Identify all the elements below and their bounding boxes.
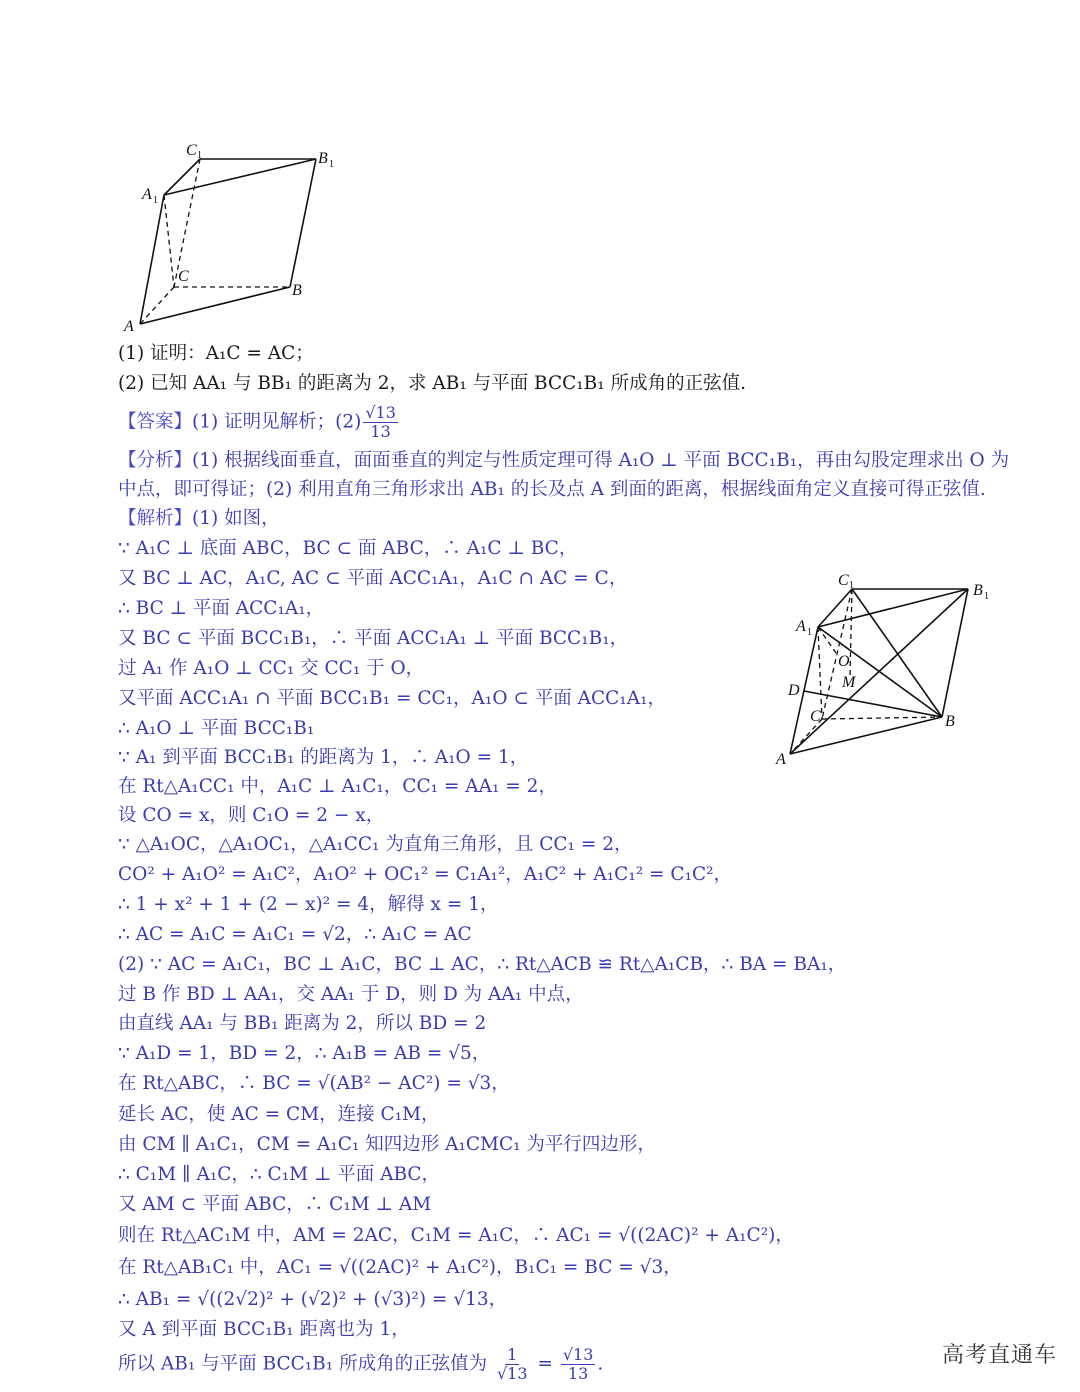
label-C1: C (186, 142, 197, 159)
analysis-tag: 【分析】 (118, 450, 193, 471)
final-fraction-2: $\frac{√13}{13}$ (562, 1345, 594, 1383)
solution-line: ∵ A₁D = 1，BD = 2，∴ A₁B = AB = √5， (118, 1043, 491, 1064)
label-B: B (292, 282, 302, 299)
solution-intro: 【解析】(1) 如图， (118, 508, 280, 529)
final-fraction-1: $\frac{1}{√13}$ (496, 1345, 528, 1383)
solution-line: 过 A₁ 作 A₁O ⊥ CC₁ 交 CC₁ 于 O， (118, 658, 425, 679)
solution-tag: 【解析】 (118, 508, 193, 529)
label-O: O (838, 653, 850, 670)
label-B1: B (973, 582, 983, 599)
solution-line: CO² + A₁O² = A₁C²，A₁O² + OC₁² = C₁A₁²，A₁C² + A₁C₁² = C₁C²， (118, 864, 733, 885)
solution-line: ∵ △A₁OC，△A₁OC₁，△A₁CC₁ 为直角三角形，且 CC₁ = 2， (118, 834, 633, 855)
analysis-line-2: 中点，即可得证；(2) 利用直角三角形求出 AB₁ 的长及点 A 到面的距离，根据线面角定义直接可得正弦值. (118, 479, 986, 500)
prism-figure-2 (770, 565, 1000, 770)
label-M: M (842, 674, 856, 691)
prism-figure-1 (118, 135, 348, 335)
answer-line (118, 404, 400, 441)
svg-text:1: 1 (153, 195, 158, 206)
solution-line: 由直线 AA₁ 与 BB₁ 距离为 2，所以 BD = 2 (118, 1013, 487, 1034)
label-C1: C (838, 572, 849, 589)
analysis-line-1: 【分析】(1) 根据线面垂直，面面垂直的判定与性质定理可得 A₁O ⊥ 平面 BCC₁B₁，再由勾股定理求出 O 为 (118, 450, 1010, 471)
solution-line: (2) ∵ AC = A₁C₁，BC ⊥ A₁C，BC ⊥ AC，∴ Rt△ACB ≌ Rt△A₁CB，∴ BA = BA₁， (118, 954, 847, 975)
solution-line: ∵ A₁ 到平面 BCC₁B₁ 的距离为 1，∴ A₁O = 1， (118, 747, 529, 768)
solution-line: 设 CO = x，则 C₁O = 2 − x， (118, 805, 385, 826)
solution-line: 又 A 到平面 BCC₁B₁ 距离也为 1， (118, 1319, 410, 1340)
label-A1: A (142, 186, 152, 203)
solution-line: 又 BC ⊥ AC，A₁C, AC ⊂ 平面 ACC₁A₁，A₁C ∩ AC = C， (118, 568, 628, 589)
solution-final-line: 所以 AB₁ 与平面 BCC₁B₁ 所成角的正弦值为 $\frac{1}{√13}$ = $\frac{√13}{13}$ . (118, 1345, 604, 1383)
label-D: D (788, 682, 800, 699)
answer-text: (1) 证明见解析；(2) (192, 411, 362, 433)
solution-line: 过 B 作 BD ⊥ AA₁，交 AA₁ 于 D，则 D 为 AA₁ 中点， (118, 984, 584, 1005)
solution-line: ∴ 1 + x² + 1 + (2 − x)² = 4，解得 x = 1， (118, 894, 499, 915)
label-A1: A (796, 618, 806, 635)
label-B: B (945, 713, 955, 730)
solution-line: ∴ A₁O ⊥ 平面 BCC₁B₁ (118, 718, 315, 739)
solution-line: 由 CM ∥ A₁C₁，CM = A₁C₁ 知四边形 A₁CMC₁ 为平行四边形， (118, 1134, 656, 1155)
svg-text:1: 1 (849, 580, 854, 591)
solution-line: 在 Rt△A₁CC₁ 中，A₁C ⊥ A₁C₁，CC₁ = AA₁ = 2， (118, 776, 557, 797)
solution-line: ∴ C₁M ∥ A₁C，∴ C₁M ⊥ 平面 ABC， (118, 1164, 441, 1185)
solution-line: ∴ AC = A₁C = A₁C₁ = √2，∴ A₁C = AC (118, 924, 472, 945)
solution-line: 延长 AC，使 AC = CM，连接 C₁M， (118, 1104, 440, 1125)
svg-text:1: 1 (329, 159, 334, 170)
label-C: C (810, 708, 821, 725)
label-A: A (776, 751, 786, 768)
solution-line: ∵ A₁C ⊥ 底面 ABC，BC ⊂ 面 ABC，∴ A₁C ⊥ BC， (118, 538, 578, 559)
solution-line: ∴ BC ⊥ 平面 ACC₁A₁， (118, 598, 325, 619)
question-part2: (2) 已知 AA₁ 与 BB₁ 的距离为 2，求 AB₁ 与平面 BCC₁B₁ 所成角的正弦值. (118, 373, 746, 394)
solution-line: 又 BC ⊂ 平面 BCC₁B₁，∴ 平面 ACC₁A₁ ⊥ 平面 BCC₁B₁， (118, 628, 629, 649)
svg-text:1: 1 (807, 627, 812, 638)
solution-line: 又 AM ⊂ 平面 ABC，∴ C₁M ⊥ AM (118, 1194, 432, 1215)
solution-line: 在 Rt△ABC，∴ BC = √(AB² − AC²) = √3， (118, 1073, 510, 1094)
svg-text:1: 1 (984, 591, 989, 602)
solution-line: ∴ AB₁ = √((2√2)² + (√2)² + (√3)²) = √13， (118, 1289, 508, 1310)
label-C: C (178, 268, 189, 285)
solution-line: 则在 Rt△AC₁M 中，AM = 2AC，C₁M = A₁C，∴ AC₁ = √((2AC)² + A₁C²)， (118, 1225, 794, 1246)
label-A: A (124, 318, 134, 335)
question-part1: (1) 证明：A₁C = AC； (118, 343, 314, 364)
answer-tag: 【答案】 (118, 411, 193, 433)
solution-line: 在 Rt△AB₁C₁ 中，AC₁ = √((2AC)² + A₁C²)，B₁C₁ = BC = √3， (118, 1257, 682, 1278)
label-B1: B (318, 150, 328, 167)
svg-text:1: 1 (197, 150, 202, 161)
solution-line: 又平面 ACC₁A₁ ∩ 平面 BCC₁B₁ = CC₁，A₁O ⊂ 平面 ACC₁A₁， (118, 688, 667, 709)
answer-fraction: $\frac{√13}{13}$ (365, 403, 396, 441)
watermark: 高考直通车 (942, 1343, 1058, 1368)
